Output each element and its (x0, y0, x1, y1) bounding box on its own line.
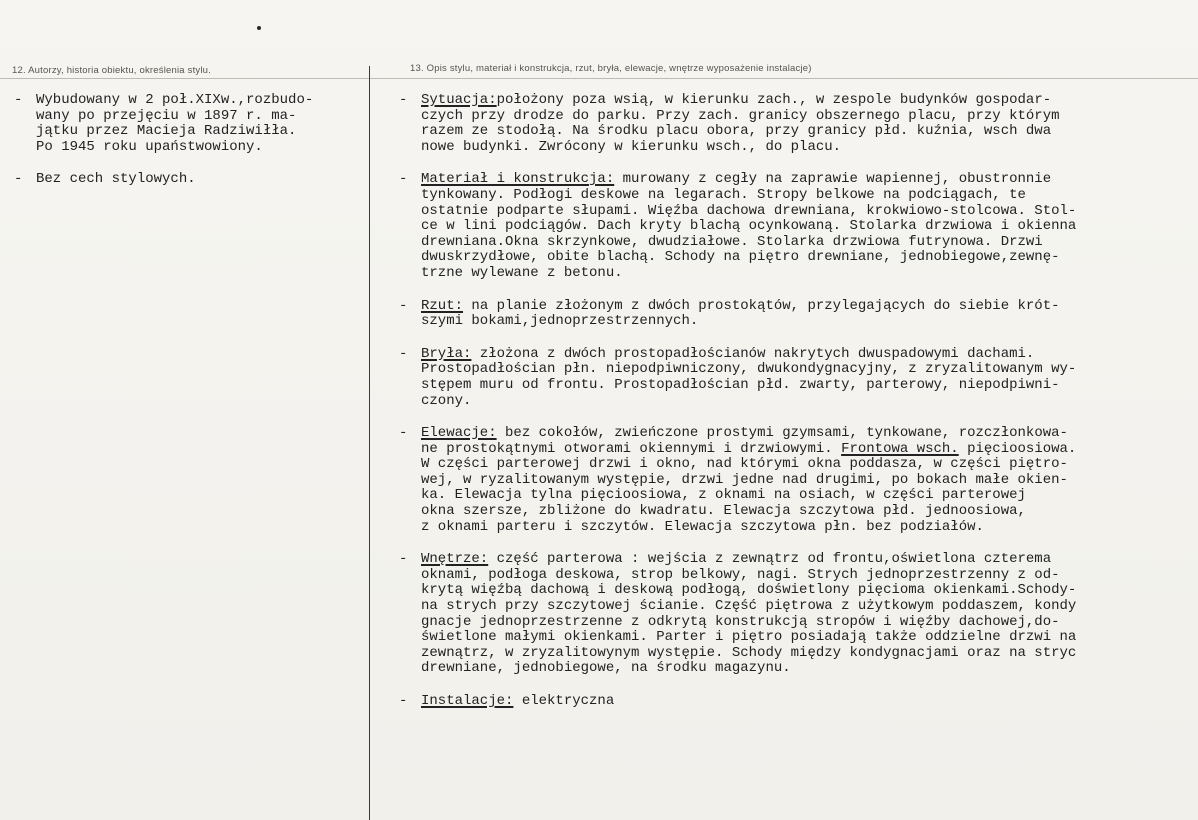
section-text: bez cokołów, zwieńczone prostymi gzymsami, tynkowane, rozczłonkowa- (496, 425, 1068, 442)
section-line: szymi bokami,jednoprzestrzennych. (421, 313, 699, 330)
line-text: pięcioosiowa. (958, 440, 1077, 457)
section-first-line (421, 552, 1197, 568)
left-column (14, 93, 364, 188)
section-text: część parterowa : wejścia z zewnątrz od frontu,oświetlona czterema (488, 551, 1052, 568)
line-text: ka. Elewacja tylna pięcioosiowa, z oknami na osiach, w części parterowej (421, 487, 1026, 504)
section-line: drewniane, jednobiegowe, na środku magazynu. (421, 660, 791, 677)
line-text: wej, w ryzalitowanym występie, drzwi jedne nad drugimi, po bokach małe okien- (421, 471, 1068, 488)
section-material (399, 172, 1197, 281)
section-line: czych przy drodze do parku. Przy zach. granicy obszernego placu, przy którym (421, 107, 1060, 124)
section-first-line (421, 426, 1197, 442)
section-first-line (421, 299, 1197, 315)
section-line (421, 488, 1197, 504)
section-heading: Sytuacja: (421, 92, 497, 108)
section-line: razem ze stodołą. Na środku placu obora, przy granicy płd. kuźnia, wsch dwa (421, 123, 1052, 140)
section-line (421, 520, 1197, 536)
section-bullet: - (399, 92, 408, 108)
entry-bullet: - (14, 92, 23, 108)
section-text: na planie złożonym z dwóch prostokątów, przylegających do siebie krót- (463, 297, 1060, 314)
line-text: z oknami parteru i szczytów. Elewacja szczytowa płn. bez podziałów. (421, 518, 984, 535)
section-line: krytą więźbą dachową i deskową podłogą, doświetlony pięcioma okienkami.Schody- (421, 582, 1077, 599)
section-line: drewniana.Okna skrzynkowe, dwudziałowe. Stolarka drzwiowa futrynowa. Drzwi (421, 233, 1043, 250)
section-text: złożona z dwóch prostopadłościanów nakrytych dwuspadowymi dachami. (471, 345, 1035, 362)
entry-line: Po 1945 roku upaństwowiony. (36, 138, 263, 155)
entry-line: wany po przejęciu w 1897 r. ma- (36, 107, 297, 124)
entry-line: Bez cech stylowych. (36, 171, 196, 188)
header-divider-line (0, 78, 1198, 79)
line-text: okna szersze, zbliżone do kwadratu. Elewacja szczytowa płd. jednoosiowa, (421, 503, 1026, 520)
section-line: na strych przy szczytowej ścianie. Część piętrowa z użytkowym poddaszem, kondy (421, 598, 1077, 615)
section-line: tynkowany. Podłogi deskowe na legarach. Stropy belkowe na podciągach, te (421, 186, 1026, 203)
section-line: Prostopadłościan płn. niepodpiwniczony, dwukondygnacyjny, z zryzalitowanym wy- (421, 361, 1077, 378)
section-line (421, 473, 1197, 489)
ink-speck (257, 26, 261, 30)
section-plan (399, 299, 1197, 330)
section-heading: Materiał i konstrukcja: (421, 171, 615, 188)
section-line: czony. (421, 392, 472, 409)
section-bullet: - (399, 297, 408, 314)
section-line: gnacje jednoprzestrzenne z odkrytą konstrukcją stropów i więźby dachowej,do- (421, 613, 1060, 630)
entry-bullet: - (14, 171, 23, 188)
entry-line: jątku przez Macieja Radziwiłła. (36, 123, 297, 140)
section-line (421, 504, 1197, 520)
style-entry (14, 172, 364, 188)
section-interior (399, 552, 1197, 677)
right-column (399, 93, 1197, 710)
section-line: trzne wylewane z betonu. (421, 264, 623, 281)
section-first-line (421, 694, 1197, 710)
section-bullet: - (399, 171, 408, 188)
section-line: stępem muru od frontu. Prostopadłościan płd. zwarty, parterowy, niepodpiwni- (421, 376, 1060, 393)
line-text: W części parterowej drzwi i okno, nad którymi okna poddasza, w części piętro- (421, 456, 1068, 473)
history-entry (14, 93, 364, 155)
section-line: zewnątrz, w zryzalitowynym występie. Schody między kondygnacjami oraz na stryc (421, 644, 1077, 661)
section-text: murowany z cegły na zaprawie wapiennej, obustronnie (614, 171, 1052, 188)
section-text: położony poza wsią, w kierunku zach., w zespole budynków gospodar- (496, 92, 1052, 108)
section-line: świetlone małymi okienkami. Parter i piętro posiadają także oddzielne drzwi na (421, 629, 1077, 646)
section-elevations (399, 426, 1197, 535)
section-first-line (421, 347, 1197, 363)
section-text: elektryczna (513, 693, 615, 709)
section-massing (399, 347, 1197, 409)
underlined-phrase: Frontowa wsch. (841, 440, 959, 457)
section-line: ce w lini podciągów. Dach kryty blachą ocynkowaną. Stolarka drzwiowa i okienna (421, 218, 1077, 235)
section-heading: Instalacje: (421, 693, 514, 709)
column-divider-line (369, 66, 370, 820)
section-first-line (421, 93, 1197, 109)
section-bullet: - (399, 551, 408, 568)
section-bullet: - (399, 693, 408, 709)
section-heading: Elewacje: (421, 425, 497, 442)
line-text: ne prostokątnymi otworami okiennymi i drzwiowymi. (421, 440, 842, 457)
section-bullet: - (399, 425, 408, 442)
section-bullet: - (399, 345, 408, 362)
section-line: nowe budynki. Zwrócony w kierunku wsch., do placu. (421, 138, 842, 155)
left-column-header: 12. Autorzy, historia obiektu, określenia stylu. (12, 65, 211, 76)
section-heading: Bryła: (421, 345, 472, 362)
section-line: oknami, podłoga deskowa, strop belkowy, nagi. Strych jednoprzestrzenny z od- (421, 566, 1060, 583)
section-heading: Rzut: (421, 297, 464, 314)
entry-line: Wybudowany w 2 poł.XIXw.,rozbudo- (36, 92, 314, 108)
section-heading: Wnętrze: (421, 551, 489, 568)
section-line (421, 442, 1197, 458)
section-situation (399, 93, 1197, 155)
section-line (421, 457, 1197, 473)
right-column-header: 13. Opis stylu, materiał i konstrukcja, rzut, bryła, elewacje, wnętrze wyposażenie instalacje) (410, 63, 812, 74)
section-first-line (421, 172, 1197, 188)
section-installations (399, 694, 1197, 710)
section-line: dwuskrzydłowe, obite blachą. Schody na piętro drewniane, jednobiegowe,zewnę- (421, 249, 1060, 266)
section-line: ostatnie podparte słupami. Więźba dachowa drewniana, krokwiowo-stolcowa. Stol- (421, 202, 1077, 219)
